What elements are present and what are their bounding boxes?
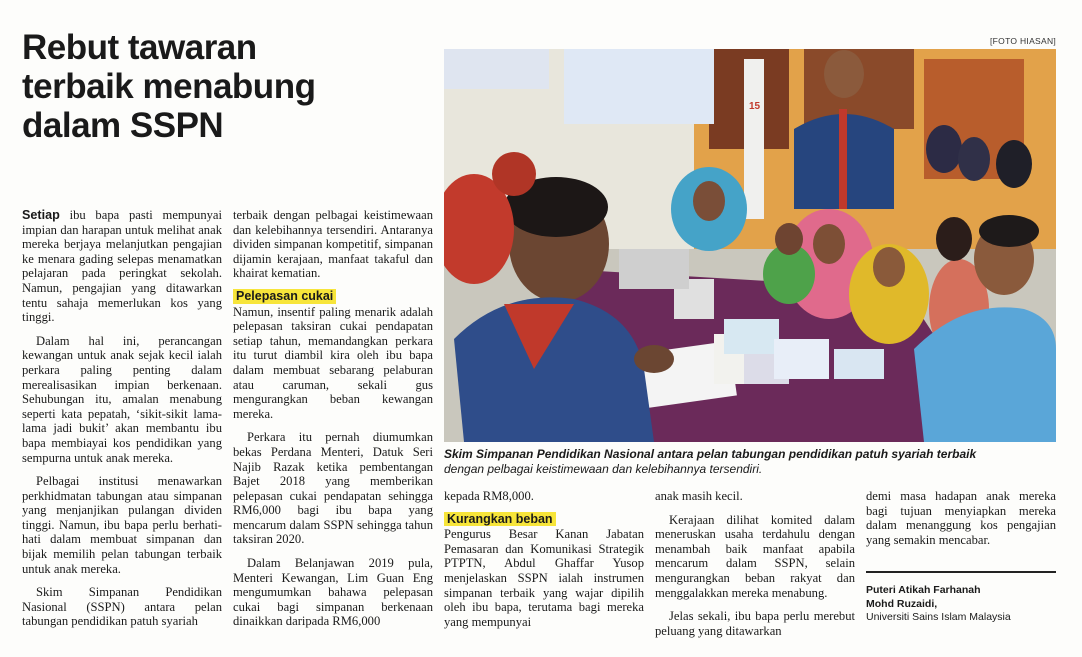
article-headline bbox=[22, 28, 322, 145]
col4-paragraph-2: Kerajaan dilihat komited dalam meneruskan usaha terdahulu dengan menambah baik manfaat apabila mencarum dalam SSPN, selain mengurangkan beban rakyat dan menggalakkan mereka menabung. bbox=[655, 512, 855, 600]
author-name-1: Puteri Atikah Farhanah bbox=[866, 584, 981, 596]
author-divider bbox=[866, 571, 1056, 573]
banner-text: 15 bbox=[749, 101, 761, 112]
col2-paragraph-3: Perkara itu pernah diumumkan bekas Perdana Menteri, Datuk Seri Najib Razak ketika pembentangan Bajet 2018 yang memberikan pelepasan cukai pendapatan sehingga RM6,000 bagi ibu bapa yang mencarum dalam SSPN sehingga tahun taksiran 2020. bbox=[233, 430, 433, 547]
photo-illustration bbox=[444, 49, 1056, 442]
subhead-kurangkan-beban: Kurangkan beban bbox=[444, 512, 556, 527]
col3-paragraph-2: Pengurus Besar Kanan Jabatan Pemasaran dan Komunikasi Strategik PTPTN, Abdul Ghaffar Yusop menjelaskan SSPN ialah instrumen simpanan terbaik yang wajar dipilih oleh ibu bapa, terutama bagi mereka yang mempunyai bbox=[444, 527, 644, 629]
photo-credit: [FOTO HIASAN] bbox=[990, 36, 1057, 46]
subhead-pelepasan-cukai: Pelepasan cukai bbox=[233, 289, 336, 304]
column-5 bbox=[866, 489, 1056, 547]
photo-caption bbox=[444, 447, 1056, 477]
col1-paragraph-4: Skim Simpanan Pendidikan Nasional (SSPN) antara pelan tabungan pendidikan patuh syariah bbox=[22, 585, 222, 629]
col2-paragraph-4: Dalam Belanjawan 2019 pula, Menteri Kewangan, Lim Guan Eng mengumumkan bahawa pelepasan cukai bagi simpanan berkenaan dinaikkan daripada RM6,000 bbox=[233, 556, 433, 629]
column-4 bbox=[655, 489, 855, 638]
col5-paragraph-1: demi masa hadapan anak mereka bagi tujuan menyiapkan mereka dalam menanggung kos pengajian yang semakin mencabar. bbox=[866, 489, 1056, 547]
caption-bold: Skim Simpanan Pendidikan Nasional antara pelan tabungan pendidikan patuh syariah terbaik bbox=[444, 447, 977, 461]
headline-line-1: Rebut tawaran bbox=[22, 28, 257, 67]
headline-line-2: terbaik menabung bbox=[22, 67, 316, 106]
col4-paragraph-3: Jelas sekali, ibu bapa perlu merebut peluang yang ditawarkan bbox=[655, 609, 855, 638]
col2-paragraph-2: Namun, insentif paling menarik adalah pelepasan taksiran cukai pendapatan setiap tahun, memandangkan perkara itu turut diambil kira oleh ibu bapa dalam membuat sebarang pelaburan atau caruman, sekali gus mengurangkan beban kewangan mereka. bbox=[233, 304, 433, 421]
author-name-2: Mohd Ruzaidi, bbox=[866, 597, 938, 610]
column-1 bbox=[22, 208, 222, 629]
col2-paragraph-1: terbaik dengan pelbagai keistimewaan dan kelebihannya tersendiri. Antaranya dividen simpanan kompetitif, simpanan dijamin kerajaan, manfaat takaful dan khairat kematian. bbox=[233, 208, 433, 281]
caption-rest: dengan pelbagai keistimewaan dan kelebihannya tersendiri. bbox=[444, 462, 763, 476]
col1-paragraph-1: Setiap ibu bapa pasti mempunyai impian dan harapan untuk melihat anak mereka berjaya melanjutkan pengajian ke menara gading selepas menamatkan pelajaran pada peringkat sekolah. Namun, pengajian yang ditawarkan tentu sahaja memerlukan kos yang tinggi. bbox=[22, 208, 222, 325]
author-byline bbox=[866, 584, 1066, 625]
article-photo bbox=[444, 49, 1056, 442]
col1-paragraph-3: Pelbagai institusi menawarkan perkhidmatan tabungan atau simpanan yang menjanjikan pulangan dividen tinggi. Namun, ibu bapa perlu berhati-hati dalam membuat simpanan dan bijak memilih pelan tabungan terbaik untuk anak mereka. bbox=[22, 474, 222, 576]
lead-word: Setiap bbox=[22, 208, 60, 222]
headline-line-3: dalam SSPN bbox=[22, 106, 224, 145]
author-affiliation: Universiti Sains Islam Malaysia bbox=[866, 611, 1011, 623]
col3-paragraph-1: kepada RM8,000. bbox=[444, 489, 534, 503]
column-2 bbox=[233, 208, 433, 629]
col1-paragraph-2: Dalam hal ini, perancangan kewangan untuk anak sejak kecil ialah perkara paling penting dalam merealisasikan impian berkenaan. Sehubungan itu, amalan menabung seperti kata pepatah, ‘sikit-sikit lama-lama jadi bukit’ akan membantu ibu bapa membiayai kos pendidikan yang sempurna untuk anak mereka. bbox=[22, 333, 222, 465]
col4-paragraph-1: anak masih kecil. bbox=[655, 489, 743, 503]
column-3 bbox=[444, 489, 644, 629]
